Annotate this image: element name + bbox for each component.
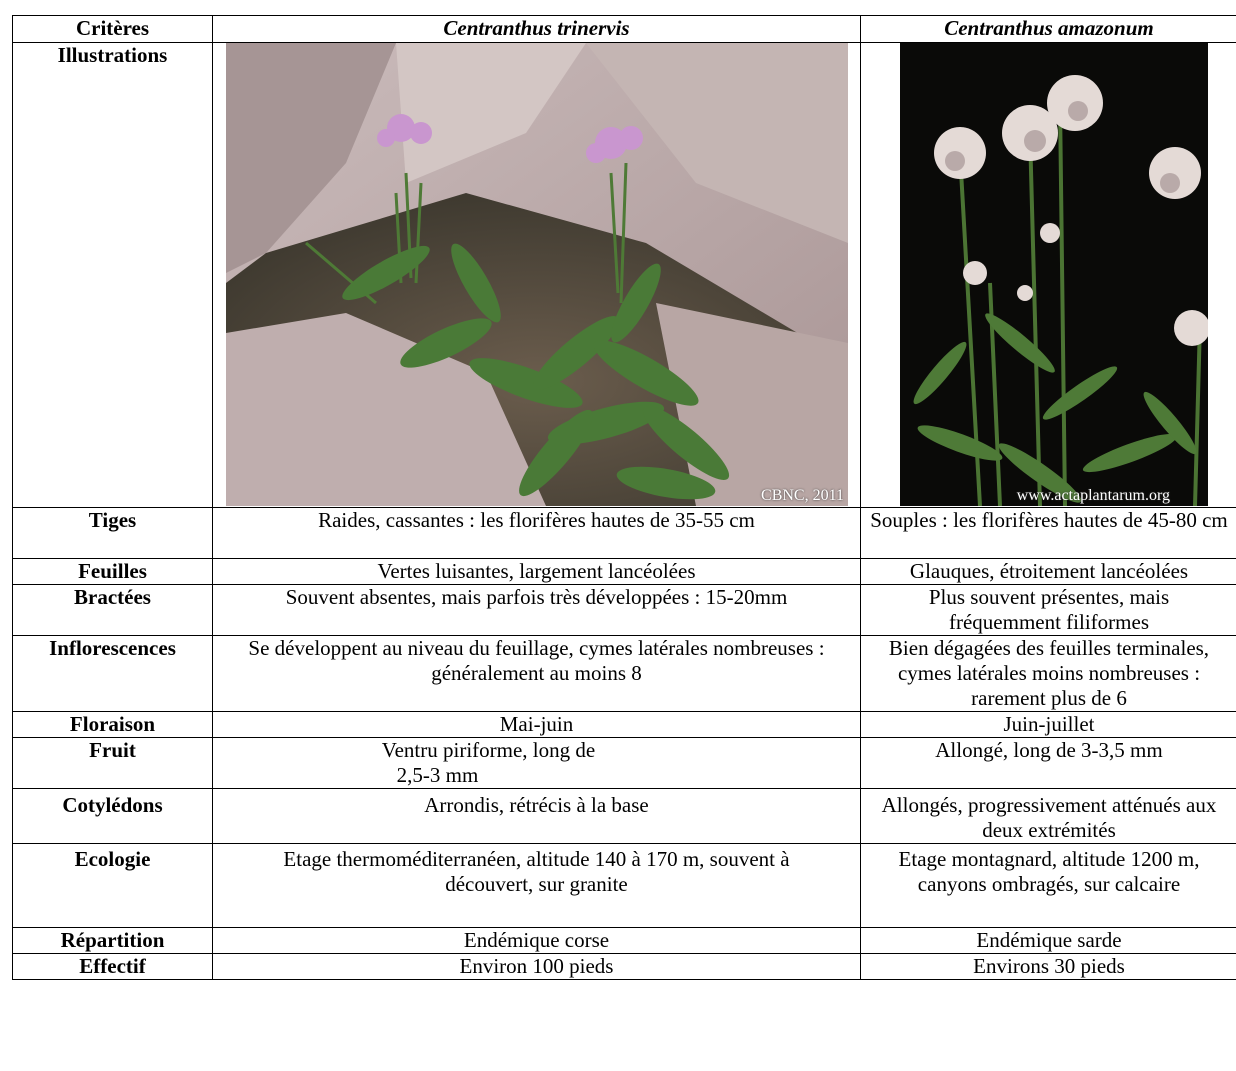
cell-trinervis: Se développent au niveau du feuillage, cymes latérales nombreuses : généralement au moins 8 [213, 636, 861, 712]
row-label: Fruit [13, 738, 213, 789]
cell-amazonum: Bien dégagées des feuilles terminales, cymes latérales moins nombreuses : rarement plus de 6 [861, 636, 1236, 712]
fruit-line-2: 2,5-3 mm [396, 763, 479, 787]
row-effectif [13, 954, 1236, 980]
illustrations-row [13, 43, 1236, 508]
row-cotyledons [13, 789, 1236, 844]
row-tiges [13, 508, 1236, 559]
cell-trinervis: Arrondis, rétrécis à la base [213, 789, 861, 844]
cell-amazonum: Glauques, étroitement lancéolées [861, 559, 1236, 585]
photo-credit-amazonum: www.actaplantarum.org [1016, 487, 1170, 504]
row-label: Effectif [13, 954, 213, 980]
cell-amazonum: Souples : les florifères hautes de 45-80 cm [861, 508, 1236, 559]
row-fruit [13, 738, 1236, 789]
header-species-trinervis: Centranthus trinervis [213, 16, 861, 43]
photo-trinervis [226, 43, 848, 506]
header-row [13, 16, 1236, 43]
cell-amazonum: Environs 30 pieds [861, 954, 1236, 980]
comparison-table [12, 15, 1236, 980]
cell-trinervis [213, 738, 861, 789]
cell-trinervis: Environ 100 pieds [213, 954, 861, 980]
row-label: Bractées [13, 585, 213, 636]
row-label: Ecologie [13, 844, 213, 928]
row-label: Inflorescences [13, 636, 213, 712]
cell-trinervis: Vertes luisantes, largement lancéolées [213, 559, 861, 585]
cell-amazonum: Allongé, long de 3-3,5 mm [861, 738, 1236, 789]
photo-amazonum [900, 43, 1208, 506]
row-label: Cotylédons [13, 789, 213, 844]
cell-trinervis: Souvent absentes, mais parfois très développées : 15-20mm [213, 585, 861, 636]
cell-amazonum: Etage montagnard, altitude 1200 m, canyons ombragés, sur calcaire [861, 844, 1236, 928]
cell-amazonum: Endémique sarde [861, 928, 1236, 954]
illustration-cell-trinervis [213, 43, 861, 508]
row-label: Tiges [13, 508, 213, 559]
row-repartition [13, 928, 1236, 954]
row-label: Feuilles [13, 559, 213, 585]
photo-credit-trinervis: CBNC, 2011 [761, 487, 844, 504]
row-inflorescences [13, 636, 1236, 712]
header-species-amazonum: Centranthus amazonum [861, 16, 1236, 43]
row-bractees [13, 585, 1236, 636]
row-label: Répartition [13, 928, 213, 954]
row-label: Floraison [13, 712, 213, 738]
cell-amazonum: Juin-juillet [861, 712, 1236, 738]
fruit-line-1: Ventru piriforme, long de [381, 738, 596, 762]
illustrations-label: Illustrations [13, 43, 213, 508]
cell-trinervis: Mai-juin [213, 712, 861, 738]
row-ecologie [13, 844, 1236, 928]
cell-trinervis: Etage thermoméditerranéen, altitude 140 à 170 m, souvent à découvert, sur granite [213, 844, 861, 928]
cell-trinervis: Endémique corse [213, 928, 861, 954]
row-floraison [13, 712, 1236, 738]
header-criteria: Critères [13, 16, 213, 43]
row-feuilles [13, 559, 1236, 585]
illustration-cell-amazonum [861, 43, 1236, 508]
cell-amazonum: Plus souvent présentes, mais fréquemment filiformes [861, 585, 1236, 636]
cell-trinervis: Raides, cassantes : les florifères hautes de 35-55 cm [213, 508, 861, 559]
cell-amazonum: Allongés, progressivement atténués aux deux extrémités [861, 789, 1236, 844]
